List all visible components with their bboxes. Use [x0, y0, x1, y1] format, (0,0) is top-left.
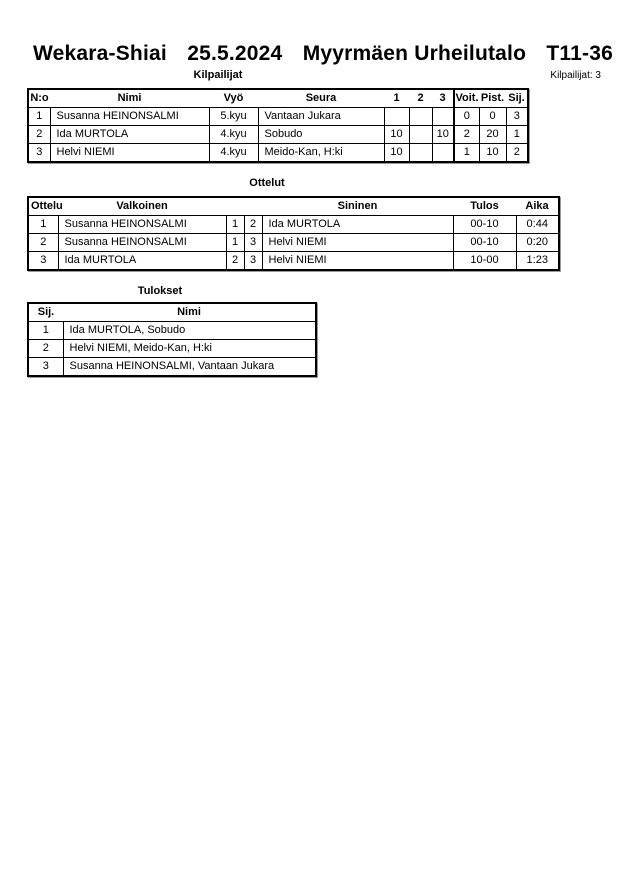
cell-club: Meido-Kan, H:ki — [258, 144, 384, 163]
col-header-white: Valkoinen — [116, 200, 168, 212]
cell-time: 1:23 — [516, 252, 559, 271]
cell-match3: 10 — [432, 126, 454, 144]
col-header-name: Nimi — [177, 306, 201, 318]
cell-match2 — [409, 144, 432, 163]
table-row — [28, 234, 559, 252]
matches-table — [27, 196, 560, 271]
cell-blue-name: Helvi NIEMI — [262, 252, 453, 271]
col-header-wins: Voit. — [454, 89, 479, 108]
col-header-match1: 1 — [393, 92, 400, 104]
cell-rank: 3 — [28, 358, 63, 377]
cell-match2 — [409, 126, 432, 144]
cell-club: Sobudo — [258, 126, 384, 144]
page-title — [33, 42, 613, 66]
cell-rank: 2 — [28, 340, 63, 358]
cell-match-no: 3 — [28, 252, 58, 271]
cell-match-no: 2 — [28, 234, 58, 252]
col-header-name: Nimi — [117, 92, 142, 104]
cell-points: 0 — [479, 108, 506, 126]
cell-name: Helvi NIEMI — [50, 144, 209, 163]
col-header-result: Tulos — [470, 200, 499, 212]
cell-no: 3 — [28, 144, 50, 163]
cell-belt: 5.kyu — [209, 108, 258, 126]
cell-blue-name: Helvi NIEMI — [262, 234, 453, 252]
cell-name: Ida MURTOLA, Sobudo — [63, 322, 316, 340]
table-row — [28, 144, 528, 163]
col-header-no: N:o — [30, 92, 49, 104]
competitors-table — [27, 88, 529, 163]
col-header-points: Pist. — [480, 92, 505, 104]
col-header-match3: 3 — [439, 92, 446, 104]
cell-belt: 4.kyu — [209, 144, 258, 163]
cell-time: 0:44 — [516, 216, 559, 234]
cell-points: 10 — [479, 144, 506, 163]
cell-blue-no: 3 — [244, 252, 262, 271]
cell-club: Vantaan Jukara — [258, 108, 384, 126]
col-header-match-no: Ottelu — [31, 200, 63, 212]
cell-wins: 1 — [454, 144, 479, 163]
table-header-row — [28, 303, 316, 322]
col-header-belt: Vyö — [223, 92, 244, 104]
cell-blue-name: Ida MURTOLA — [262, 216, 453, 234]
col-header-blue-no — [244, 197, 262, 216]
cell-match1: 10 — [384, 144, 409, 163]
cell-rank: 1 — [28, 322, 63, 340]
cell-rank: 2 — [506, 144, 528, 163]
cell-match-no: 1 — [28, 216, 58, 234]
cell-blue-no: 3 — [244, 234, 262, 252]
cell-match3 — [432, 108, 454, 126]
cell-white-no: 2 — [226, 252, 244, 271]
cell-rank: 1 — [506, 126, 528, 144]
section-title-matches: Ottelut — [249, 177, 285, 189]
table-header-row — [28, 89, 528, 108]
cell-belt: 4.kyu — [209, 126, 258, 144]
col-header-club: Seura — [305, 92, 337, 104]
event-venue: Myyrmäen Urheilutalo — [302, 42, 527, 65]
cell-blue-no: 2 — [244, 216, 262, 234]
col-header-blue: Sininen — [337, 200, 378, 212]
results-table — [27, 302, 317, 377]
cell-white-no: 1 — [226, 234, 244, 252]
section-title-competitors: Kilpailijat — [193, 69, 243, 81]
table-row — [28, 322, 316, 340]
event-name: Wekara-Shiai — [33, 42, 167, 65]
cell-wins: 2 — [454, 126, 479, 144]
cell-match3 — [432, 144, 454, 163]
col-header-rank: Sij. — [508, 92, 525, 104]
cell-name: Helvi NIEMI, Meido-Kan, H:ki — [63, 340, 316, 358]
cell-time: 0:20 — [516, 234, 559, 252]
col-header-match2: 2 — [417, 92, 424, 104]
cell-name: Susanna HEINONSALMI, Vantaan Jukara — [63, 358, 316, 377]
cell-name: Ida MURTOLA — [50, 126, 209, 144]
cell-wins: 0 — [454, 108, 479, 126]
pool-category: T11-36 — [546, 42, 613, 65]
cell-white-name: Ida MURTOLA — [58, 252, 226, 271]
cell-no: 2 — [28, 126, 50, 144]
col-header-time: Aika — [525, 200, 549, 212]
section-title-results: Tulokset — [137, 285, 183, 297]
cell-result: 00-10 — [453, 234, 516, 252]
table-row — [28, 358, 316, 377]
cell-match1: 10 — [384, 126, 409, 144]
cell-result: 10-00 — [453, 252, 516, 271]
event-date: 25.5.2024 — [187, 42, 283, 65]
col-header-rank: Sij. — [37, 306, 55, 318]
cell-no: 1 — [28, 108, 50, 126]
table-header-row — [28, 197, 559, 216]
cell-white-name: Susanna HEINONSALMI — [58, 216, 226, 234]
competitor-count: Kilpailijat: 3 — [550, 70, 601, 81]
cell-match2 — [409, 108, 432, 126]
cell-white-no: 1 — [226, 216, 244, 234]
table-row — [28, 340, 316, 358]
cell-name: Susanna HEINONSALMI — [50, 108, 209, 126]
cell-result: 00-10 — [453, 216, 516, 234]
table-row — [28, 252, 559, 271]
cell-white-name: Susanna HEINONSALMI — [58, 234, 226, 252]
cell-rank: 3 — [506, 108, 528, 126]
cell-points: 20 — [479, 126, 506, 144]
cell-match1 — [384, 108, 409, 126]
table-row — [28, 216, 559, 234]
table-row — [28, 126, 528, 144]
col-header-white-no — [226, 197, 244, 216]
table-row — [28, 108, 528, 126]
